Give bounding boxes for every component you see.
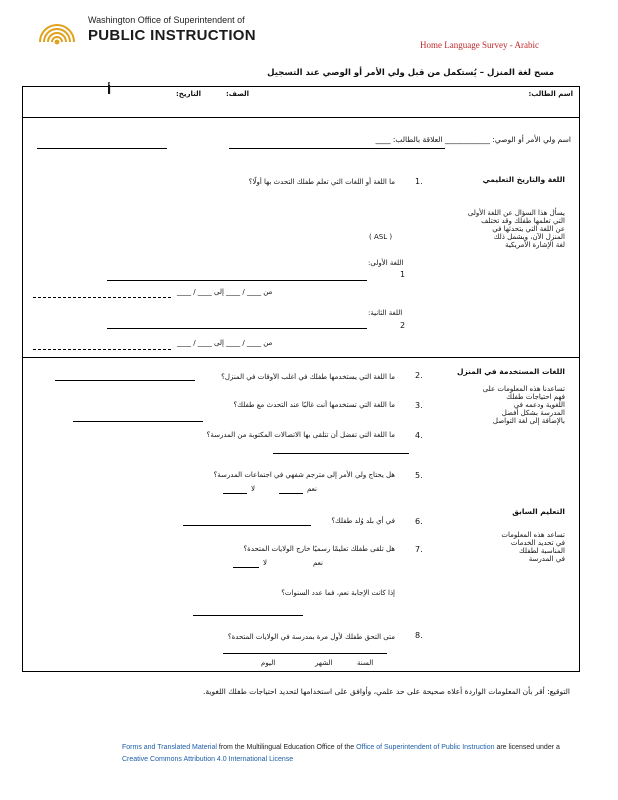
q4-question: ما اللغة التي تفضل أن تتلقى بها الاتصالات المكتوبة من المدرسة؟ xyxy=(206,431,395,439)
q7-number: 7. xyxy=(415,545,423,554)
lang2-dash-line[interactable] xyxy=(33,349,171,350)
q7-years-line[interactable] xyxy=(193,615,303,616)
q2-question: ما اللغة التي يستخدمها طفلك في أغلب الأوقات في المنزل؟ xyxy=(221,373,395,381)
q3-answer-line[interactable] xyxy=(73,421,203,422)
document-title: Home Language Survey - Arabic xyxy=(420,40,539,50)
q7-no-option[interactable]: لا xyxy=(263,559,267,567)
org-name-line2: PUBLIC INSTRUCTION xyxy=(88,27,256,44)
q8-answer-line[interactable] xyxy=(223,653,387,654)
q8-question: متى التحق طفلك لأول مرة بمدرسة في الولايات المتحدة؟ xyxy=(227,633,395,641)
q7-years-question: إذا كانت الإجابة نعم، فما عدد السنوات؟ xyxy=(281,589,395,597)
lang2-label: اللغة الثانية: xyxy=(368,309,403,317)
section1-title: اللغة والتاريخ التعليمي xyxy=(482,175,565,184)
lang1-dates: من ____ / ____ إلى ____ / ____ xyxy=(177,288,273,296)
section3-description: تساعد هذه المعلومات في تحديد الخدمات المناسبة لطفلك في المدرسة xyxy=(501,531,565,563)
q3-question: ما اللغة التي تستخدمها أنت غالبًا عند التحدث مع طفلك؟ xyxy=(233,401,395,409)
q5-question: هل يحتاج ولي الأمر إلى مترجم شفهي في اجتماعات المدرسة؟ xyxy=(213,471,395,479)
guardian-row: اسم ولي الأمر أو الوصي: ____________ العلاقة بالطالب: ____ xyxy=(375,135,571,144)
q7-question: هل تلقى طفلك تعليمًا رسميًا خارج الولايات المتحدة؟ xyxy=(243,545,395,553)
q3-number: 3. xyxy=(415,401,423,410)
ospi-logo xyxy=(34,12,274,46)
q8-month-label: الشهر xyxy=(315,659,333,667)
guardian-name-line[interactable] xyxy=(229,148,445,149)
form-subtitle: مسح لغة المنزل – يُستكمل من قبل ولي الأمر أو الوصي عند التسجيل xyxy=(267,68,554,78)
q7-no-line[interactable] xyxy=(233,567,259,568)
section3-title: التعليم السابق xyxy=(512,507,565,516)
lang1-number: 1 xyxy=(400,270,406,279)
license-link[interactable]: Creative Commons Attribution 4.0 International License xyxy=(122,756,294,763)
student-name-label: اسم الطالب: xyxy=(528,90,573,98)
q8-day-label: اليوم xyxy=(261,659,276,667)
q2-answer-line[interactable] xyxy=(55,380,195,381)
lang2-dates: من ____ / ____ إلى ____ / ____ xyxy=(177,339,273,347)
q4-number: 4. xyxy=(415,431,423,440)
q2-number: 2. xyxy=(415,371,423,380)
header-divider xyxy=(23,117,579,118)
relationship-line[interactable] xyxy=(37,148,167,149)
q1-number: 1. xyxy=(415,177,423,186)
lang2-line[interactable] xyxy=(107,328,367,329)
date-label: التاريخ: xyxy=(175,90,201,98)
form-letter: أ xyxy=(107,83,112,97)
lang1-line[interactable] xyxy=(107,280,367,281)
lang1-label: اللغة الأولى: xyxy=(368,259,404,267)
q4-answer-line[interactable] xyxy=(273,453,409,454)
q5-no-line[interactable] xyxy=(223,493,247,494)
q5-yes-option[interactable]: نعم xyxy=(307,485,317,493)
lang2-number: 2 xyxy=(400,321,406,330)
q5-no-option[interactable]: لا xyxy=(251,485,255,493)
survey-form xyxy=(22,83,580,672)
section2-title: اللغات المستخدمة في المنزل xyxy=(456,367,565,376)
q7-yes-option[interactable]: نعم xyxy=(313,559,323,567)
section1-description: يسأل هذا السؤال عن اللغة الأولى التي تعلمها طفلك وقد تختلف عن اللغة التي يتحدثها في المنزل الآن، ويشمل ذلك لغة الإشارة الأمريكية xyxy=(467,209,565,249)
q6-number: 6. xyxy=(415,517,423,526)
lang1-dash-line[interactable] xyxy=(33,297,171,298)
license-footer xyxy=(122,742,570,766)
org-name-line1: Washington Office of Superintendent of xyxy=(88,15,245,25)
section2-description: تساعدنا هذه المعلومات على فهم احتياجات طفلك اللغوية ودعمه في المدرسة بشكل أفضل بالإضافة إلى لغة التواصل xyxy=(482,385,565,425)
footer-text-1: from the Multilingual Education Office of the xyxy=(216,744,357,751)
asl-note: ( ASL ) xyxy=(369,233,393,241)
sunburst-logo-icon xyxy=(34,12,80,46)
q5-yes-line[interactable] xyxy=(279,493,303,494)
q6-answer-line[interactable] xyxy=(183,525,311,526)
q6-question: في أي بلد وُلد طفلك؟ xyxy=(331,517,395,525)
forms-link[interactable]: Forms and Translated Material xyxy=(122,744,217,751)
footer-text-2: are licensed under a xyxy=(494,744,560,751)
section1-divider xyxy=(23,357,579,358)
signature-note: التوقيع: أقر بأن المعلومات الواردة أعلاه صحيحة على حد علمي، وأوافق على استخدامها لتحديد احتياجات طفلك اللغوية. xyxy=(203,687,570,696)
ospi-link[interactable]: Office of Superintendent of Public Instruction xyxy=(356,744,495,751)
q8-number: 8. xyxy=(415,631,423,640)
q1-question: ما اللغة أو اللغات التي تعلم طفلك التحدث بها أولًا؟ xyxy=(248,178,395,186)
q8-year-label: السنة xyxy=(357,659,374,667)
grade-label: الصف: xyxy=(225,90,249,98)
q5-number: 5. xyxy=(415,471,423,480)
